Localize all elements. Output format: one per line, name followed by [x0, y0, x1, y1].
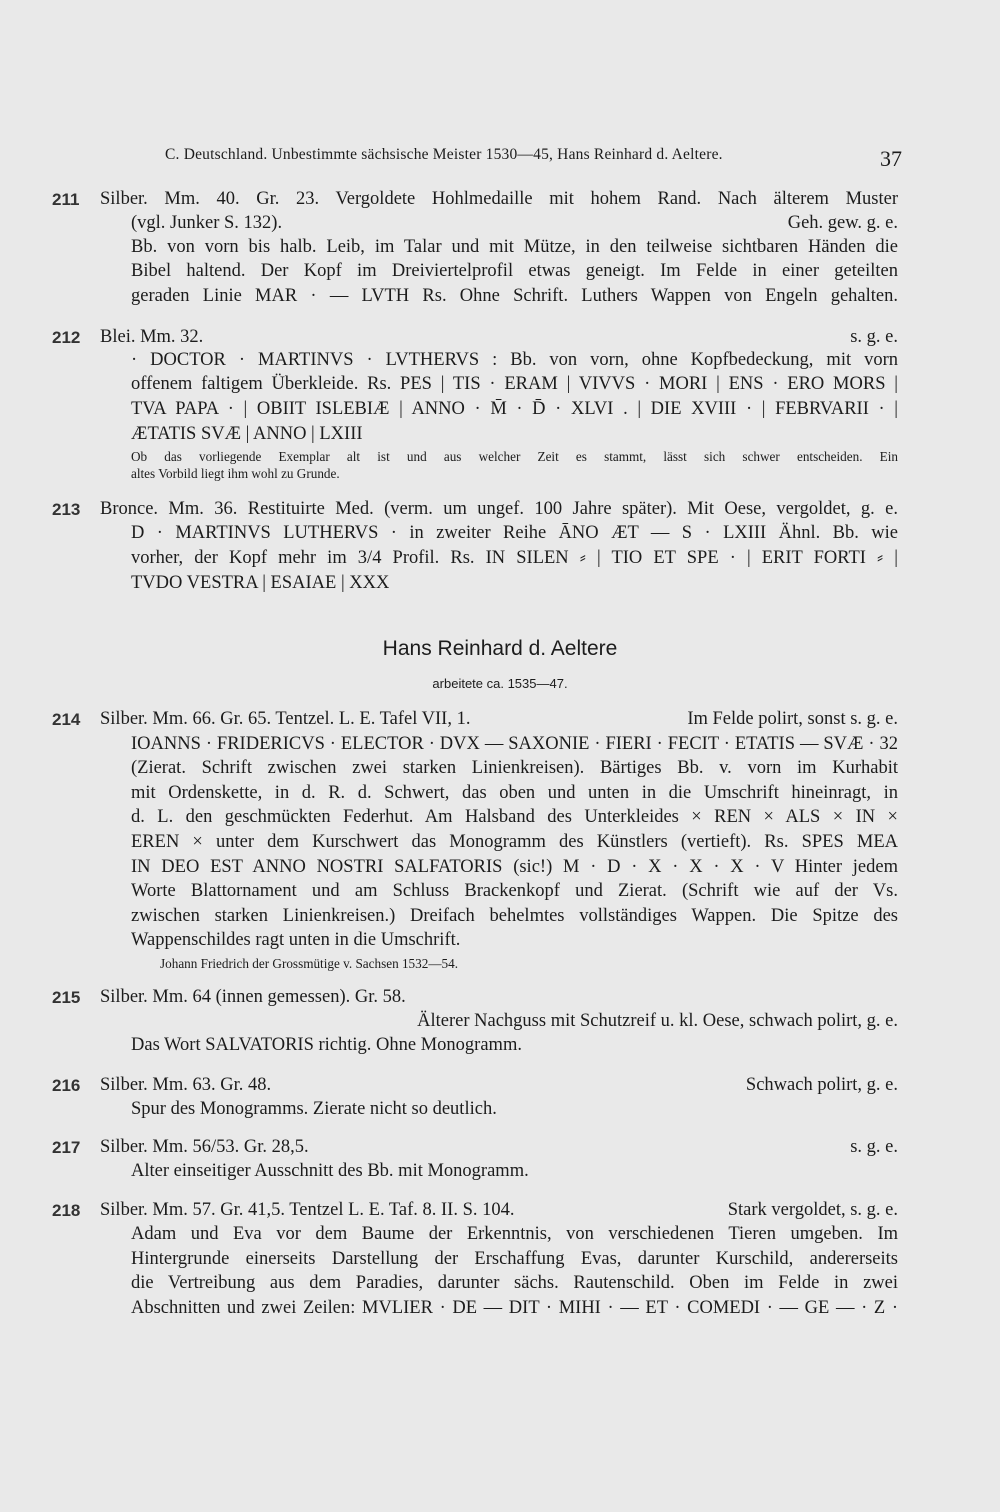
entry-number: 218: [52, 1201, 81, 1220]
entry-line: vorher, der Kopf mehr im 3/4 Profil. Rs. IN SILEN ⸗ | TIO ET SPE · | ERIT FORTI ⸗ |: [131, 548, 898, 568]
entry-line: Bb. von vorn bis halb. Leib, im Talar und mit Mütze, in den teilweise sichtbaren Händen die: [131, 237, 898, 257]
entry-line: (vgl. Junker S. 132).: [131, 213, 283, 233]
entry-note: Ob das vorliegende Exemplar alt ist und aus welcher Zeit es stammt, lässt sich schwer entscheiden. Ein: [131, 449, 898, 464]
entry-number: 215: [52, 988, 81, 1007]
entry-number: 213: [52, 500, 81, 519]
entry-line: offenem faltigem Überkleide. Rs. PES | TIS · ERAM | VIVVS · MORI | ENS · ERO MORS |: [131, 374, 898, 394]
entry-condition: s. g. e.: [850, 327, 898, 347]
entry-line: mit Ordenskette, in d. R. d. Schwert, das oben und unten in die Umschrift hineinragt, in: [131, 783, 898, 803]
entry-line: Silber. Mm. 57. Gr. 41,5. Tentzel L. E. Taf. 8. II. S. 104.: [100, 1200, 515, 1220]
entry-line: (Zierat. Schrift zwischen zwei starken Linienkreisen). Bärtiges Bb. v. vorn im Kurhabit: [131, 758, 898, 778]
entry-line: Spur des Monogramms. Zierate nicht so deutlich.: [131, 1099, 497, 1119]
entry-number: 217: [52, 1138, 81, 1157]
entry-condition: Stark vergoldet, s. g. e.: [727, 1200, 898, 1220]
entry-line: Silber. Mm. 56/53. Gr. 28,5.: [100, 1137, 309, 1157]
entry-line: Worte Blattornament und am Schluss Brackenkopf und Zierat. (Schrift wie auf der Vs.: [131, 881, 898, 901]
entry-line: IOANNS · FRIDERICVS · ELECTOR · DVX — SAXONIE · FIERI · FECIT · ETATIS — SVÆ · 32: [131, 734, 898, 754]
entry-condition: Schwach polirt, g. e.: [745, 1075, 898, 1095]
entry-line: zwischen starken Linienkreisen.) Dreifach behelmtes vollständiges Wappen. Die Spitze des: [131, 906, 898, 926]
entry-line: Silber. Mm. 64 (innen gemessen). Gr. 58.: [100, 987, 406, 1007]
entry-line: · DOCTOR · MARTINVS · LVTHERVS : Bb. von vorn, ohne Kopfbedeckung, mit vorn: [131, 350, 898, 370]
entry-number: 216: [52, 1076, 81, 1095]
entry-line: Alter einseitiger Ausschnitt des Bb. mit Monogramm.: [131, 1161, 529, 1181]
running-header: C. Deutschland. Unbestimmte sächsische Meister 1530—45, Hans Reinhard d. Aeltere.: [165, 146, 723, 163]
entry-number: 212: [52, 328, 81, 347]
entry-line: geraden Linie MAR · — LVTH Rs. Ohne Schrift. Luthers Wappen von Engeln gehalten.: [131, 286, 898, 306]
entry-line: Abschnitten und zwei Zeilen: MVLIER · DE — DIT · MIHI · — ET · COMEDI · — GE — · Z ·: [131, 1298, 898, 1318]
entry-condition: Älterer Nachguss mit Schutzreif u. kl. Oese, schwach polirt, g. e.: [417, 1011, 898, 1031]
entry-line: TVA PAPA · | OBIIT ISLEBIÆ | ANNO · M̄ · D̄ · XLVI . | DIE XVIII · | FEBRVARII · |: [131, 399, 898, 419]
entry-number: 211: [52, 190, 80, 209]
entry-line: Bibel haltend. Der Kopf im Dreiviertelprofil etwas geneigt. Im Felde in einer geteilten: [131, 261, 898, 281]
entry-line: Adam und Eva vor dem Baume der Erkenntnis, von verschiedenen Tieren umgeben. Im: [131, 1224, 898, 1244]
section-title: Hans Reinhard d. Aeltere: [382, 637, 618, 660]
entry-line: IN DEO EST ANNO NOSTRI SALFATORIS (sic!) M · D · X · X · X · V Hinter jedem: [131, 857, 898, 877]
entry-line: TVDO VESTRA | ESAIAE | XXX: [131, 573, 390, 593]
entry-line: D · MARTINVS LUTHERVS · in zweiter Reihe ĀNO ÆT — S · LXIII Ähnl. Bb. wie: [131, 523, 898, 543]
entry-condition: Im Felde polirt, sonst s. g. e.: [687, 709, 898, 729]
entry-line: ÆTATIS SVÆ | ANNO | LXIII: [131, 424, 363, 444]
entry-number: 214: [52, 710, 81, 729]
entry-line: Silber. Mm. 40. Gr. 23. Vergoldete Hohlmedaille mit hohem Rand. Nach älterem Muster: [100, 189, 898, 209]
entry-line: EREN × unter dem Kurschwert das Monogramm des Künstlers (vertieft). Rs. SPES MEA: [131, 832, 898, 852]
entry-line: Blei. Mm. 32.: [100, 327, 204, 347]
entry-line: Silber. Mm. 66. Gr. 65. Tentzel. L. E. Tafel VII, 1.: [100, 709, 471, 729]
entry-line: d. L. den geschmückten Federhut. Am Halsband des Unterkleides × REN × ALS × IN ×: [131, 807, 898, 827]
entry-line: Das Wort SALVATORIS richtig. Ohne Monogramm.: [131, 1035, 522, 1055]
page-number: 37: [880, 146, 902, 171]
entry-line: die Vertreibung aus dem Paradies, darunter sächs. Rautenschild. Oben im Felde in zwei: [131, 1273, 898, 1293]
entry-note: Johann Friedrich der Grossmütige v. Sachsen 1532—54.: [160, 956, 459, 971]
entry-condition: Geh. gew. g. e.: [787, 213, 898, 233]
entry-line: Silber. Mm. 63. Gr. 48.: [100, 1075, 272, 1095]
entry-condition: s. g. e.: [850, 1137, 898, 1157]
section-subtitle: arbeitete ca. 1535—47.: [432, 676, 568, 691]
entry-line: Wappenschildes ragt unten in die Umschrift.: [131, 930, 461, 950]
entry-note: altes Vorbild liegt ihm wohl zu Grunde.: [131, 466, 340, 481]
entry-line: Hintergrunde einerseits Darstellung der Erschaffung Evas, darunter Kurschild, andererseits: [131, 1249, 898, 1269]
entry-line: Bronce. Mm. 36. Restituirte Med. (verm. um ungef. 100 Jahre später). Mit Oese, vergoldet, g. e.: [100, 499, 898, 519]
